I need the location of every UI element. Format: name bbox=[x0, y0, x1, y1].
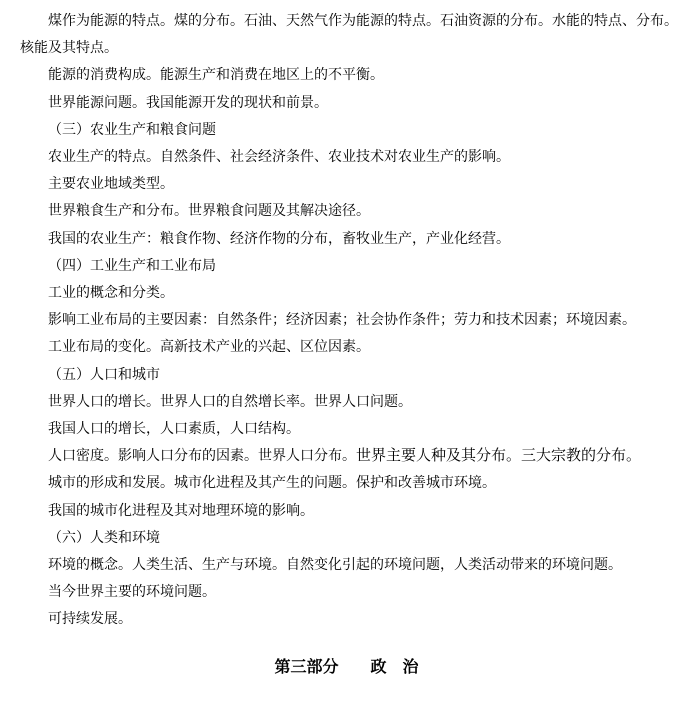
doc-line-segment: 世界主要人种及其分布。三大宗教的分布。 bbox=[356, 447, 642, 465]
subsection-heading: （五）人口和城市 bbox=[48, 365, 160, 382]
doc-line-segment: 人口密度。影响人口分布的因素。世界人口分布。 bbox=[48, 447, 356, 464]
doc-line: 农业生产的特点。自然条件、社会经济条件、农业技术对农业生产的影响。 bbox=[48, 148, 510, 165]
doc-line: 工业布局的变化。高新技术产业的兴起、区位因素。 bbox=[48, 338, 370, 355]
doc-line: 煤作为能源的特点。煤的分布。石油、天然气作为能源的特点。石油资源的分布。水能的特点、分布。 bbox=[48, 12, 678, 28]
doc-line: 可持续发展。 bbox=[48, 610, 132, 627]
doc-line bbox=[20, 442, 673, 469]
doc-line: 我国的农业生产：粮食作物、经济作物的分布，畜牧业生产，产业化经营。 bbox=[48, 229, 510, 246]
subsection-heading: （三）农业生产和粮食问题 bbox=[48, 120, 216, 137]
doc-line: 工业的概念和分类。 bbox=[48, 284, 174, 301]
doc-line: 当今世界主要的环境问题。 bbox=[48, 583, 216, 600]
doc-line: 影响工业布局的主要因素：自然条件；经济因素；社会协作条件；劳力和技术因素；环境因素。 bbox=[48, 311, 636, 328]
doc-line: 环境的概念。人类生活、生产与环境。自然变化引起的环境问题，人类活动带来的环境问题。 bbox=[48, 556, 622, 573]
doc-line: 世界粮食生产和分布。世界粮食问题及其解决途径。 bbox=[48, 202, 370, 219]
doc-line: 能源的消费构成。能源生产和消费在地区上的不平衡。 bbox=[48, 66, 384, 83]
doc-line: 城市的形成和发展。城市化进程及其产生的问题。保护和改善城市环境。 bbox=[48, 474, 496, 491]
doc-line: 主要农业地域类型。 bbox=[48, 175, 174, 192]
doc-line: 世界能源问题。我国能源开发的现状和前景。 bbox=[48, 93, 328, 110]
doc-line: 我国的城市化进程及其对地理环境的影响。 bbox=[48, 501, 314, 518]
doc-line: 我国人口的增长，人口素质，人口结构。 bbox=[48, 420, 300, 437]
subsection-heading: （四）工业生产和工业布局 bbox=[48, 256, 216, 273]
doc-line: 世界人口的增长。世界人口的自然增长率。世界人口问题。 bbox=[48, 392, 412, 409]
doc-line: 核能及其特点。 bbox=[20, 39, 118, 56]
subsection-heading: （六）人类和环境 bbox=[48, 528, 160, 545]
section-heading: 第三部分 政 治 bbox=[274, 658, 419, 676]
